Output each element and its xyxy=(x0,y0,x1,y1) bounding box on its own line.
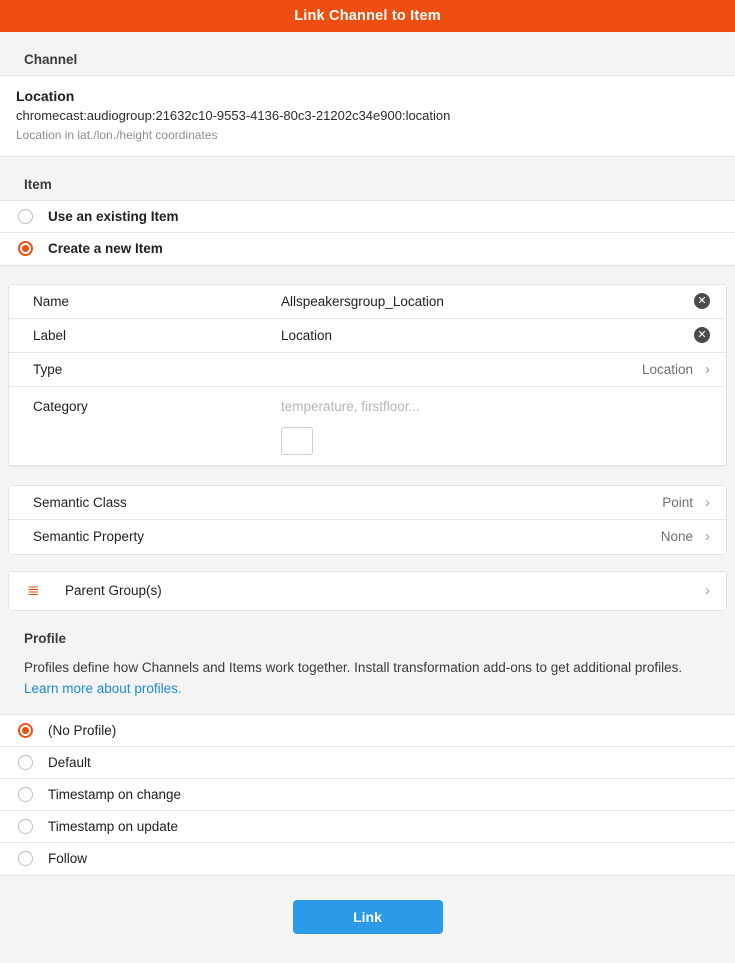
window-title: Link Channel to Item xyxy=(294,8,441,24)
chevron-right-icon[interactable]: › xyxy=(705,528,710,546)
semantic-property-value: None xyxy=(660,529,693,545)
profile-options-card xyxy=(0,714,735,876)
profile-description xyxy=(0,654,735,714)
semantic-class-label: Semantic Class xyxy=(33,494,127,510)
radio-timestamp-on-update[interactable] xyxy=(0,811,735,843)
radio-default-profile-label: Default xyxy=(48,754,91,770)
profile-description-text: Profiles define how Channels and Items work together. Install transformation add-ons to get additional profiles. xyxy=(24,659,683,675)
radio-no-profile[interactable] xyxy=(0,715,735,747)
channel-info xyxy=(0,76,735,156)
radio-timestamp-on-update-indicator[interactable] xyxy=(18,819,33,834)
radio-default-profile-indicator[interactable] xyxy=(18,755,33,770)
parent-groups-card[interactable] xyxy=(8,571,727,611)
radio-timestamp-on-change-label: Timestamp on change xyxy=(48,786,182,802)
semantic-property-row[interactable] xyxy=(9,520,726,554)
clear-icon[interactable]: ✕ xyxy=(694,327,710,343)
item-name-row[interactable] xyxy=(9,285,726,319)
radio-no-profile-indicator[interactable] xyxy=(18,723,33,738)
item-fields-card xyxy=(8,284,727,467)
radio-follow[interactable] xyxy=(0,843,735,875)
item-type-row[interactable] xyxy=(9,353,726,387)
radio-follow-label: Follow xyxy=(48,851,88,867)
profile-section-title: Profile xyxy=(24,630,67,646)
radio-timestamp-on-update-label: Timestamp on update xyxy=(48,818,179,834)
item-label-input[interactable]: Location xyxy=(281,327,333,343)
item-name-label: Name xyxy=(33,293,70,309)
clear-icon[interactable]: ✕ xyxy=(694,293,710,309)
radio-create-new-item-label: Create a new Item xyxy=(48,241,163,257)
semantic-property-label: Semantic Property xyxy=(33,529,145,545)
radio-use-existing-item-indicator[interactable] xyxy=(18,209,33,224)
item-category-row[interactable] xyxy=(9,387,726,466)
semantics-card xyxy=(8,485,727,555)
radio-use-existing-item[interactable] xyxy=(0,201,735,233)
item-mode-card xyxy=(0,200,735,266)
item-category-top xyxy=(33,393,710,421)
window-titlebar xyxy=(0,0,735,32)
parent-groups-label: Parent Group(s) xyxy=(65,583,162,599)
item-name-input[interactable]: Allspeakersgroup_Location xyxy=(281,293,444,309)
semantic-class-row[interactable] xyxy=(9,486,726,520)
radio-no-profile-label: (No Profile) xyxy=(48,722,117,738)
radio-create-new-item-indicator[interactable] xyxy=(18,241,33,256)
link-button[interactable]: Link xyxy=(293,900,443,934)
channel-section-title: Channel xyxy=(24,52,78,67)
radio-create-new-item[interactable] xyxy=(0,233,735,265)
channel-uid: chromecast:audiogroup:21632c10-9553-4136-80c3-21202c34e900:location xyxy=(16,108,451,123)
radio-timestamp-on-change[interactable] xyxy=(0,779,735,811)
item-section-title: Item xyxy=(24,176,52,192)
dialog-body xyxy=(0,32,735,963)
radio-timestamp-on-change-indicator[interactable] xyxy=(18,787,33,802)
chevron-right-icon[interactable]: › xyxy=(705,360,710,378)
list-icon: ≣ xyxy=(27,582,40,600)
radio-follow-indicator[interactable] xyxy=(18,851,33,866)
item-type-value: Location xyxy=(641,361,693,377)
item-category-icon-preview[interactable] xyxy=(281,427,313,455)
radio-default-profile[interactable] xyxy=(0,747,735,779)
item-label-row[interactable] xyxy=(9,319,726,353)
item-category-input[interactable]: temperature, firstfloor... xyxy=(281,399,420,415)
dialog-footer xyxy=(0,876,735,952)
chevron-right-icon[interactable]: › xyxy=(705,582,710,600)
chevron-right-icon[interactable]: › xyxy=(705,493,710,511)
item-label-label: Label xyxy=(33,327,67,343)
semantic-class-value: Point xyxy=(662,494,693,510)
channel-name: Location xyxy=(16,88,75,104)
radio-use-existing-item-label: Use an existing Item xyxy=(48,208,179,224)
channel-description: Location in lat./lon./height coordinates xyxy=(16,127,218,142)
channel-card xyxy=(0,75,735,157)
profiles-learn-more-link[interactable]: Learn more about profiles. xyxy=(24,680,182,696)
item-type-label: Type xyxy=(33,361,63,377)
parent-groups-row[interactable] xyxy=(9,572,726,610)
item-category-label: Category xyxy=(33,399,88,415)
